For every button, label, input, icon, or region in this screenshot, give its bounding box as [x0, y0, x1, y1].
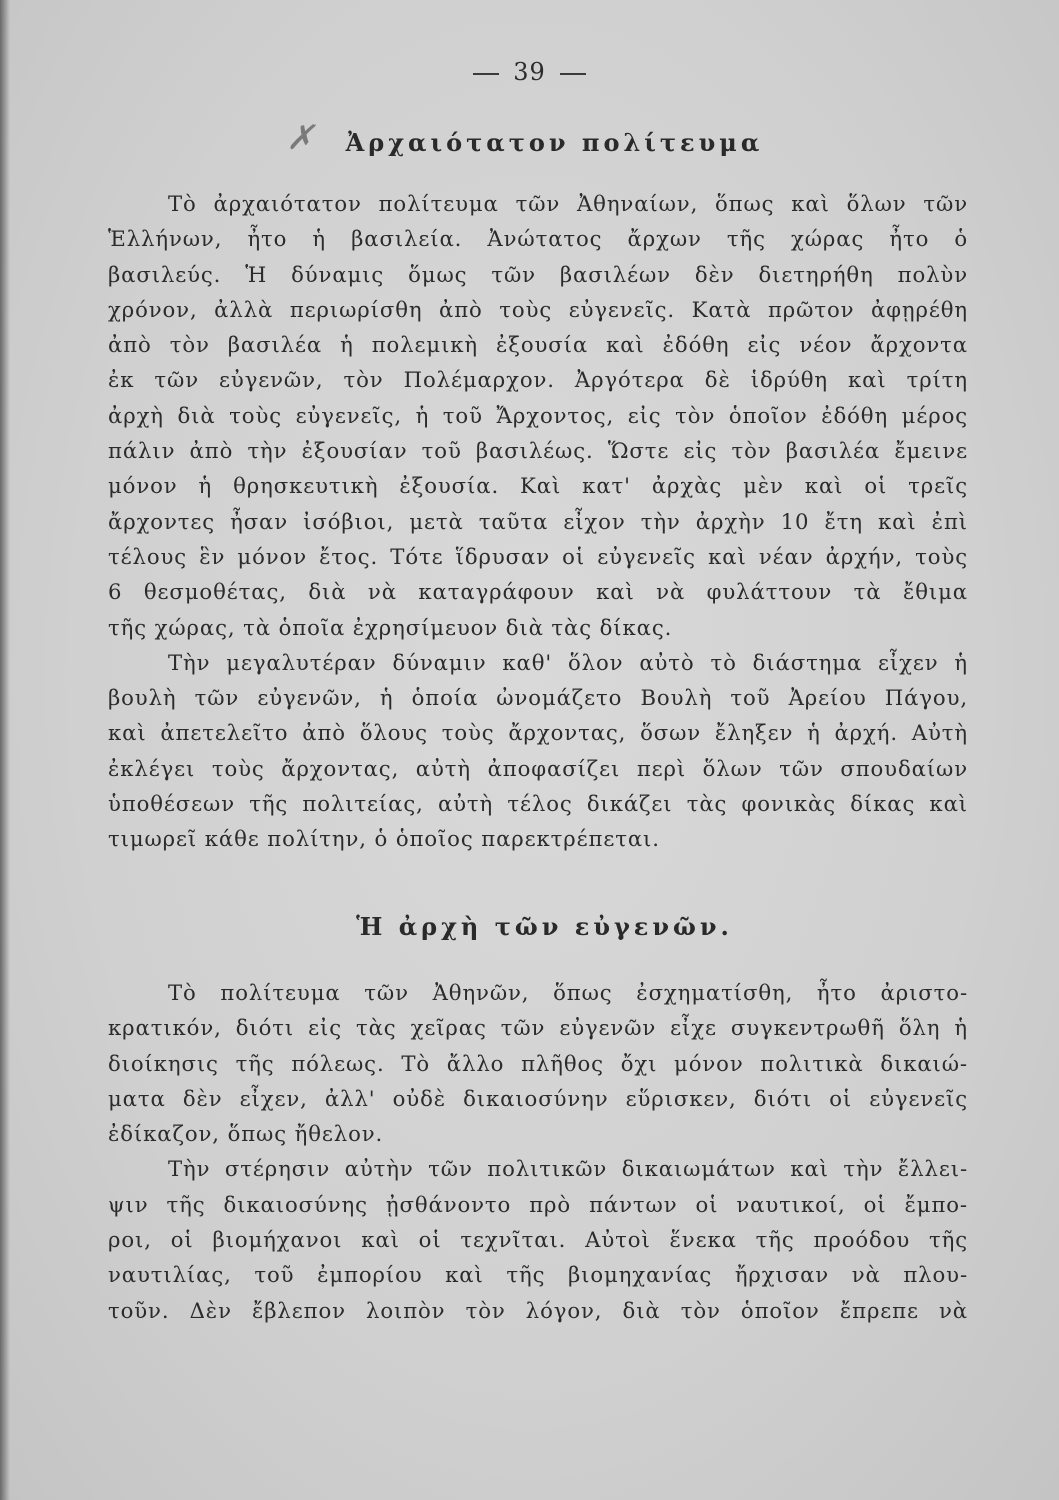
text-line: ματα δὲν εἶχεν, ἀλλ' οὐδὲ δικαιοσύνην εὕρισκεν, διότι οἱ εὐγενεῖς — [108, 1085, 968, 1111]
section-1-body — [108, 186, 968, 857]
text-line: Τὴν στέρησιν αὐτὴν τῶν πολιτικῶν δικαιωμάτων καὶ τὴν ἔλλει- — [168, 1156, 968, 1182]
text-line: διοίκησις τῆς πόλεως. Τὸ ἄλλο πλῆθος ὄχι μόνον πολιτικὰ δικαιώ- — [108, 1050, 968, 1076]
text-line: ἀπὸ τὸν βασιλέα ἡ πολεμικὴ ἐξουσία καὶ ἐδόθη εἰς νέον ἄρχοντα — [108, 332, 968, 358]
dash-left — [473, 73, 499, 75]
text-line: Τὸ πολίτευμα τῶν Ἀθηνῶν, ὅπως ἐσχηματίσθη, ἦτο ἀριστο- — [168, 980, 968, 1005]
text-line: τέλους ἓν μόνον ἔτος. Τότε ἵδρυσαν οἱ εὐγενεῖς καὶ νέαν ἀρχήν, τοὺς — [108, 543, 968, 569]
page-number-header — [0, 58, 1059, 86]
text-line: κρατικόν, διότι εἰς τὰς χεῖρας τῶν εὐγενῶν εἶχε συγκεντρωθῆ ὅλη ἡ — [108, 1015, 968, 1041]
section-title-rule-of-nobles: Ἡ ἀρχὴ τῶν εὐγενῶν. — [356, 912, 733, 941]
text-line: ἄρχοντες ἦσαν ἰσόβιοι, μετὰ ταῦτα εἶχον τὴν ἀρχὴν 10 ἔτη καὶ ἐπὶ — [108, 508, 968, 534]
text-line: ροι, οἱ βιομήχανοι καὶ οἱ τεχνῖται. Αὐτοὶ ἕνεκα τῆς προόδου τῆς — [108, 1227, 968, 1253]
text-line: βουλὴ τῶν εὐγενῶν, ἡ ὁποία ὠνομάζετο Βουλὴ τοῦ Ἀρείου Πάγου, — [108, 685, 968, 711]
page-number: 39 — [513, 58, 546, 86]
text-line: τῆς χώρας, τὰ ὁποῖα ἐχρησίμευον διὰ τὰς δίκας. — [108, 614, 673, 640]
text-line: ἀρχὴ διὰ τοὺς εὐγενεῖς, ἡ τοῦ Ἄρχοντος, εἰς τὸν ὁποῖον ἐδόθη μέρος — [108, 402, 968, 428]
section-title-ancient-polity: Ἀρχαιότατον πολίτευμα — [345, 128, 764, 157]
text-line: ἐκ τῶν εὐγενῶν, τὸν Πολέμαρχον. Ἀργότερα δὲ ἱδρύθη καὶ τρίτη — [108, 367, 968, 393]
text-line: τιμωρεῖ κάθε πολίτην, ὁ ὁποῖος παρεκτρέπεται. — [108, 826, 660, 852]
pencil-mark-icon: ✗ — [286, 118, 315, 158]
page-edge-shadow — [0, 0, 10, 1500]
text-line: μόνον ἡ θρησκευτικὴ ἐξουσία. Καὶ κατ' ἀρχὰς μὲν καὶ οἱ τρεῖς — [108, 473, 968, 499]
text-line: χρόνον, ἀλλὰ περιωρίσθη ἀπὸ τοὺς εὐγενεῖς. Κατὰ πρῶτον ἀφῃρέθη — [108, 296, 968, 322]
dash-right — [560, 73, 586, 75]
text-line: 6 θεσμοθέτας, διὰ νὰ καταγράφουν καὶ νὰ φυλάττουν τὰ ἔθιμα — [108, 579, 968, 605]
section-2-body — [108, 975, 968, 1328]
text-line: ἐκλέγει τοὺς ἄρχοντας, αὐτὴ ἀποφασίζει περὶ ὅλων τῶν σπουδαίων — [108, 755, 968, 781]
text-line: Τὴν μεγαλυτέραν δύναμιν καθ' ὅλον αὐτὸ τὸ διάστημα εἶχεν ἡ — [168, 649, 968, 675]
text-line: Τὸ ἀρχαιότατον πολίτευμα τῶν Ἀθηναίων, ὅπως καὶ ὅλων τῶν — [168, 191, 968, 216]
text-line: ναυτιλίας, τοῦ ἐμπορίου καὶ τῆς βιομηχανίας ἤρχισαν νὰ πλου- — [108, 1262, 968, 1288]
text-line: ψιν τῆς δικαιοσύνης ᾐσθάνοντο πρὸ πάντων οἱ ναυτικοί, οἱ ἔμπο- — [108, 1191, 968, 1217]
text-line: βασιλεύς. Ἡ δύναμις ὅμως τῶν βασιλέων δὲν διετηρήθη πολὺν — [108, 261, 968, 287]
text-line: πάλιν ἀπὸ τὴν ἐξουσίαν τοῦ βασιλέως. Ὥστε εἰς τὸν βασιλέα ἔμεινε — [108, 438, 968, 464]
text-line: τοῦν. Δὲν ἔβλεπον λοιπὸν τὸν λόγον, διὰ τὸν ὁποῖον ἔπρεπε νὰ — [108, 1297, 968, 1323]
text-line: Ἑλλήνων, ἦτο ἡ βασιλεία. Ἀνώτατος ἄρχων τῆς χώρας ἦτο ὁ — [108, 226, 968, 252]
text-line: ὑποθέσεων τῆς πολιτείας, αὐτὴ τέλος δικάζει τὰς φονικὰς δίκας καὶ — [108, 791, 968, 817]
text-line: ἐδίκαζον, ὅπως ἤθελον. — [108, 1121, 384, 1147]
text-line: καὶ ἀπετελεῖτο ἀπὸ ὅλους τοὺς ἄρχοντας, ὅσων ἔληξεν ἡ ἀρχή. Αὐτὴ — [108, 720, 968, 746]
